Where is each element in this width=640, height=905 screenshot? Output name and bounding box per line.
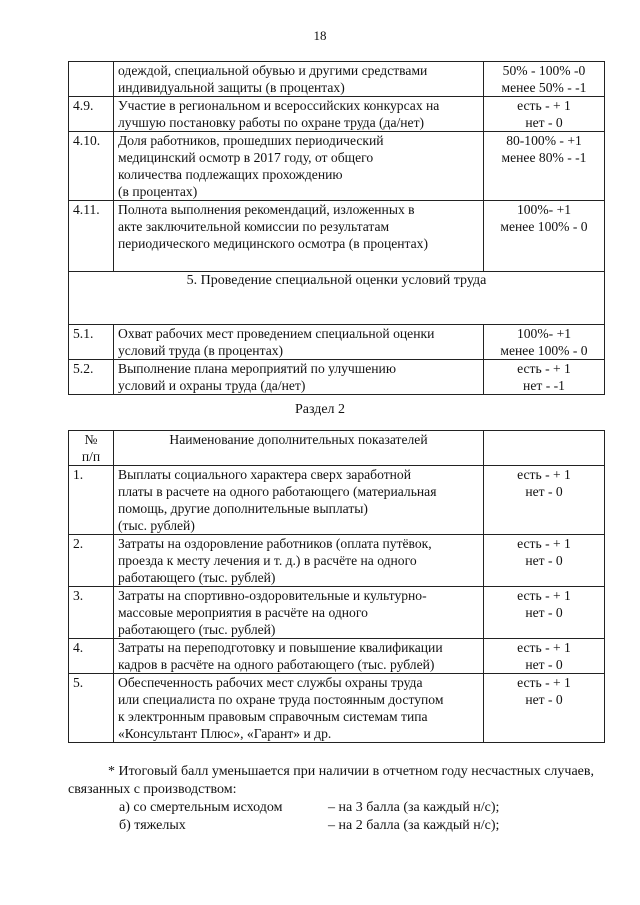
row-description: Затраты на переподготовку и повышение квалификации кадров в расчёте на одного работающего (тыс. рублей): [114, 639, 484, 674]
footnote: [68, 763, 608, 835]
row-number: 5.: [69, 674, 114, 743]
additional-indicators-table: [68, 430, 605, 743]
table-row: [69, 587, 605, 639]
footnote-intro: * Итоговый балл уменьшается при наличии в отчетном году несчастных случаев, связанных с производством:: [68, 764, 594, 797]
section-2-heading: Раздел 2: [294, 402, 346, 417]
row-number: 4.11.: [69, 201, 114, 272]
row-description: Обеспеченность рабочих мест службы охраны труда или специалиста по охране труда постоянным доступом к электронным правовым справочным системам типа «Консультант Плюс», «Гарант» и др.: [114, 674, 484, 743]
row-description: Доля работников, прошедших периодический медицинский осмотр в 2017 году, от общего количества подлежащих прохождению (в процентах): [114, 132, 484, 201]
row-description: одеждой, специальной обувью и другими средствами индивидуальной защиты (в процентах): [114, 62, 484, 97]
row-number: 4.10.: [69, 132, 114, 201]
row-number: 3.: [69, 587, 114, 639]
row-number: 4.9.: [69, 97, 114, 132]
indicators-table-section1: [68, 61, 605, 395]
row-score: есть - + 1 нет - 0: [484, 587, 605, 639]
row-score: 100%- +1 менее 100% - 0: [484, 201, 605, 272]
row-number: 2.: [69, 535, 114, 587]
row-score: 50% - 100% -0 менее 50% - -1: [484, 62, 605, 97]
table-row: [69, 97, 605, 132]
row-score: 100%- +1 менее 100% - 0: [484, 325, 605, 360]
header-score: [484, 431, 605, 466]
footnote-item: [68, 817, 608, 835]
table-header-row: [69, 431, 605, 466]
row-number: 4.: [69, 639, 114, 674]
row-score: 80-100% - +1 менее 80% - -1: [484, 132, 605, 201]
row-score: есть - + 1 нет - 0: [484, 535, 605, 587]
row-score: есть - + 1 нет - 0: [484, 674, 605, 743]
page-number: 18: [313, 28, 327, 43]
footnote-item-label: б) тяжелых: [119, 818, 186, 833]
row-number: 1.: [69, 466, 114, 535]
section-title: 5. Проведение специальной оценки условий труда: [69, 272, 605, 325]
table-row: [69, 132, 605, 201]
row-score: есть - + 1 нет - 0: [484, 97, 605, 132]
table-row: [69, 639, 605, 674]
row-score: есть - + 1 нет - -1: [484, 360, 605, 395]
row-number: 5.1.: [69, 325, 114, 360]
row-description: Охват рабочих мест проведением специальной оценки условий труда (в процентах): [114, 325, 484, 360]
table-row: [69, 360, 605, 395]
header-name: Наименование дополнительных показателей: [114, 431, 484, 466]
header-number: № п/п: [69, 431, 114, 466]
row-description: Выполнение плана мероприятий по улучшению условий и охраны труда (да/нет): [114, 360, 484, 395]
row-score: есть - + 1 нет - 0: [484, 639, 605, 674]
table-row: [69, 201, 605, 272]
table-row: [69, 466, 605, 535]
row-description: Участие в региональном и всероссийских конкурсах на лучшую постановку работы по охране труда (да/нет): [114, 97, 484, 132]
row-description: Затраты на спортивно-оздоровительные и культурно- массовые мероприятия в расчёте на одного работающего (тыс. рублей): [114, 587, 484, 639]
row-number: 5.2.: [69, 360, 114, 395]
table-row: [69, 325, 605, 360]
table-row: [69, 535, 605, 587]
footnote-item-label: а) со смертельным исходом: [119, 800, 283, 815]
row-description: Полнота выполнения рекомендаций, изложенных в акте заключительной комиссии по результатам периодического медицинского осмотра (в процентах): [114, 201, 484, 272]
row-description: Выплаты социального характера сверх заработной платы в расчете на одного работающего (материальная помощь, другие дополнительные выплаты) (тыс. рублей): [114, 466, 484, 535]
row-score: есть - + 1 нет - 0: [484, 466, 605, 535]
table-row: [69, 674, 605, 743]
table-row: [69, 62, 605, 97]
footnote-item: [68, 799, 608, 817]
footnote-item-value: – на 2 балла (за каждый н/с);: [328, 818, 500, 833]
footnote-item-value: – на 3 балла (за каждый н/с);: [328, 800, 500, 815]
row-description: Затраты на оздоровление работников (оплата путёвок, проезда к месту лечения и т. д.) в расчёте на одного работающего (тыс. рублей): [114, 535, 484, 587]
section-header-row: [69, 272, 605, 325]
row-number: [69, 62, 114, 97]
